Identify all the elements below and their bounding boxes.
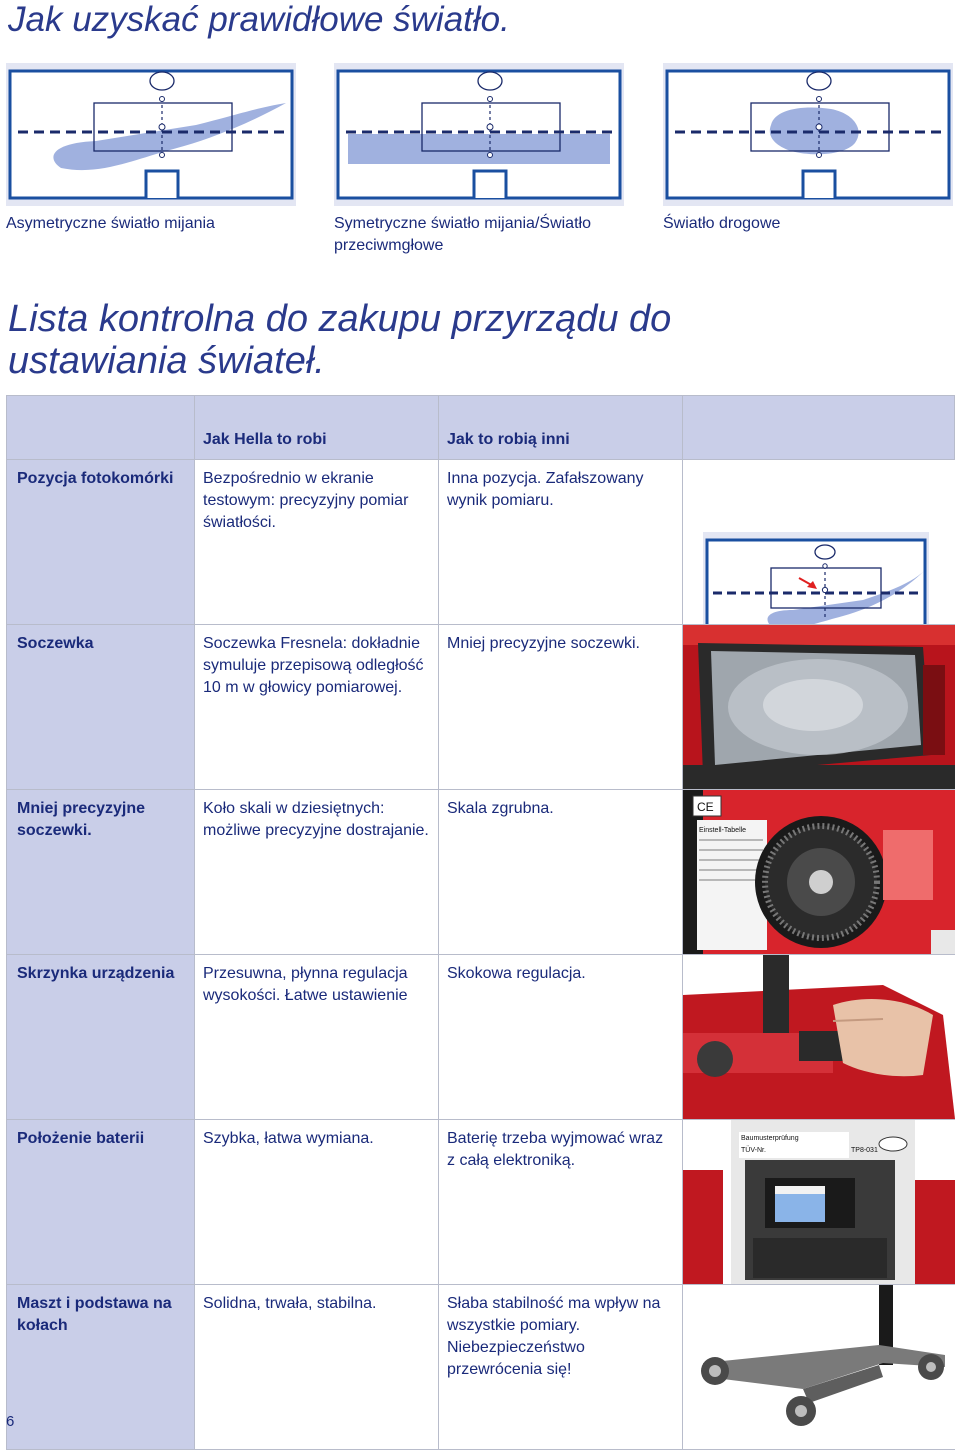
svg-text:CE: CE xyxy=(697,800,714,814)
row-label: Skrzynka urządzenia xyxy=(7,955,195,1120)
row-label: Soczewka xyxy=(7,625,195,790)
svg-text:TÜV-Nr.: TÜV-Nr. xyxy=(741,1147,766,1154)
header-image xyxy=(683,396,955,460)
high-beam-icon xyxy=(663,63,953,206)
table-header-row xyxy=(7,396,955,460)
svg-text:TP8-031: TP8-031 xyxy=(851,1147,878,1154)
row-others: Baterię trzeba wyjmować wraz z całą elektroniką. xyxy=(439,1120,683,1285)
comparison-table xyxy=(6,395,955,1450)
row-label: Położenie baterii xyxy=(7,1120,195,1285)
header-others: Jak to robią inni xyxy=(439,396,683,460)
caption-symmetric: Symetryczne światło mijania/Światło przeciwmgłowe xyxy=(334,215,591,254)
row-others: Skokowa regulacja. xyxy=(439,955,683,1120)
row-hella: Przesuwna, płynna regulacja wysokości. Łatwe ustawienie xyxy=(195,955,439,1120)
table-row xyxy=(7,460,955,625)
row-others: Słaba stabilność ma wpływ na wszystkie pomiary. Niebezpieczeństwo przewrócenia się! xyxy=(439,1285,683,1450)
row-others: Inna pozycja. Zafałszowany wynik pomiaru. xyxy=(439,460,683,625)
row-hella: Solidna, trwała, stabilna. xyxy=(195,1285,439,1450)
asymmetric-low-beam-icon xyxy=(6,63,296,206)
scale-dial-photo xyxy=(683,790,955,955)
symmetric-low-beam-icon xyxy=(334,63,624,206)
page-title: Jak uzyskać prawidłowe światło. xyxy=(8,0,510,39)
table-row xyxy=(7,955,955,1120)
row-others: Skala zgrubna. xyxy=(439,790,683,955)
table-row xyxy=(7,790,955,955)
row-label: Mniej precyzyjne soczewki. xyxy=(7,790,195,955)
table-row xyxy=(7,1120,955,1285)
misaligned-photocell-diagram xyxy=(683,460,955,625)
wheeled-base-photo xyxy=(683,1285,955,1450)
header-empty xyxy=(7,396,195,460)
row-others: Mniej precyzyjne soczewki. xyxy=(439,625,683,790)
row-label: Pozycja fotokomórki xyxy=(7,460,195,625)
table-row xyxy=(7,625,955,790)
page-number: 6 xyxy=(6,1413,15,1430)
header-hella: Jak Hella to robi xyxy=(195,396,439,460)
svg-text:Baumusterprüfung: Baumusterprüfung xyxy=(741,1135,799,1142)
checklist-title: Lista kontrolna do zakupu przyrządu do ustawiania świateł. xyxy=(8,298,672,382)
battery-compartment-photo xyxy=(683,1120,955,1285)
row-hella: Soczewka Fresnela: dokładnie symuluje przepisową odległość 10 m w głowicy pomiarowej. xyxy=(195,625,439,790)
row-hella: Koło skali w dziesiętnych: możliwe precyzyjne dostrajanie. xyxy=(195,790,439,955)
row-hella: Bezpośrednio w ekranie testowym: precyzyjny pomiar światłości. xyxy=(195,460,439,625)
caption-asymmetric: Asymetryczne światło mijania xyxy=(6,215,215,232)
svg-text:Einstell-Tabelle: Einstell-Tabelle xyxy=(699,827,747,834)
row-hella: Szybka, łatwa wymiana. xyxy=(195,1120,439,1285)
table-row xyxy=(7,1285,955,1450)
lens-photo xyxy=(683,625,955,790)
height-adjust-photo xyxy=(683,955,955,1120)
row-label: Maszt i podstawa na kołach xyxy=(7,1285,195,1450)
caption-high-beam: Światło drogowe xyxy=(663,215,781,232)
